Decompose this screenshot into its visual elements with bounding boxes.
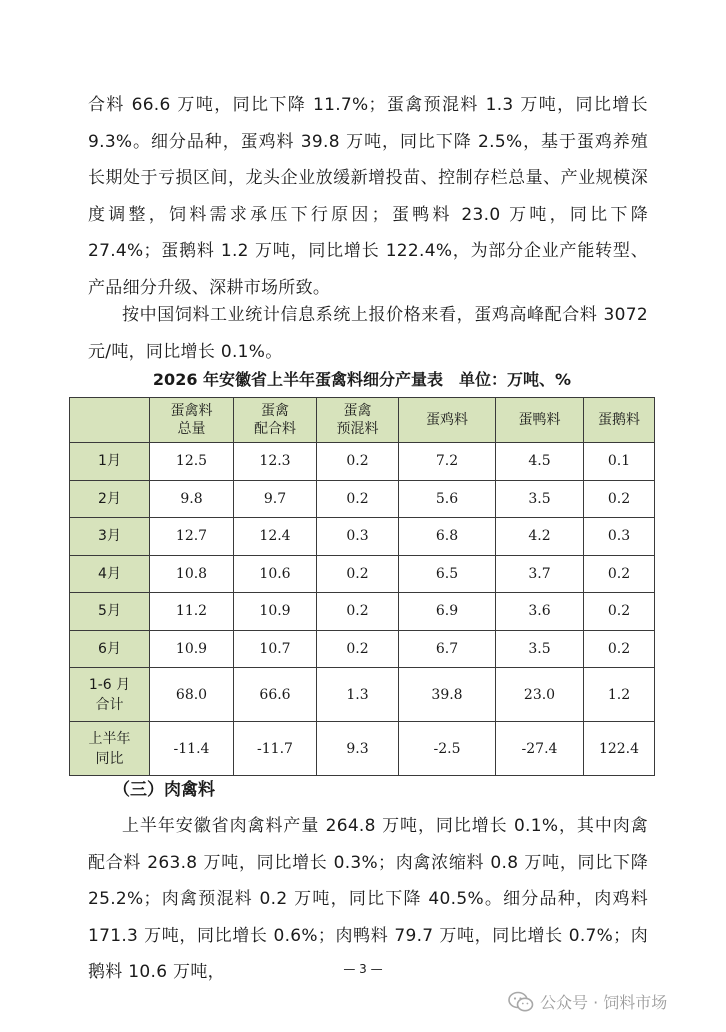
table-cell: 7.2	[399, 443, 496, 481]
table-cell: 12.3	[234, 443, 317, 481]
row-header	[70, 722, 150, 776]
table-cell: 0.3	[317, 518, 399, 556]
row-label-line1: 5月	[98, 603, 121, 620]
table-cell: 12.5	[150, 443, 234, 481]
row-label-line1: 2月	[98, 490, 121, 507]
table-title: 2026 年安徽省上半年蛋禽料细分产量表 单位：万吨、%	[152, 370, 572, 389]
row-label-line1: 上半年	[88, 730, 131, 747]
row-label-line1: 4月	[98, 565, 121, 582]
table-cell: 66.6	[234, 668, 317, 722]
table-row	[70, 593, 655, 631]
table-cell: 0.2	[317, 593, 399, 631]
table-cell: 0.2	[584, 593, 655, 631]
column-header-line1: 蛋鸭料	[518, 412, 561, 428]
wechat-icon	[508, 991, 534, 1013]
column-header	[317, 398, 399, 443]
paragraph-meat-feed: 上半年安徽省肉禽料产量 264.8 万吨，同比增长 0.1%，其中肉禽配合料 263.8 万吨，同比增长 0.3%；肉禽浓缩料 0.8 万吨，同比下降 25.2%；肉禽预混料 0.2 万吨，同比下降 40.5%。细分品种，肉鸡料 171.3 万吨，同比增长 0.6%；肉鸭料 79.7 万吨，同比增长 0.7%；肉鹅料 10.6 万吨，	[88, 816, 648, 983]
table-cell: 10.8	[150, 555, 234, 593]
table-cell: 12.7	[150, 518, 234, 556]
column-header-line1: 蛋鹅料	[598, 412, 640, 428]
table-cell: 9.7	[234, 480, 317, 518]
table-cell: 6.9	[399, 593, 496, 631]
table-cell: 0.2	[317, 443, 399, 481]
table-cell: 9.8	[150, 480, 234, 518]
table-cell: -2.5	[399, 722, 496, 776]
table-cell: 0.2	[584, 480, 655, 518]
column-header-line2: 总量	[177, 421, 206, 437]
table-cell: 11.2	[150, 593, 234, 631]
watermark	[508, 990, 667, 1013]
table-cell: 0.2	[317, 480, 399, 518]
column-header-line1: 蛋禽	[343, 403, 372, 419]
table-cell: 12.4	[234, 518, 317, 556]
table-cell: -11.7	[234, 722, 317, 776]
header-corner	[70, 398, 150, 443]
table-row	[70, 443, 655, 481]
row-label-line2: 同比	[95, 750, 124, 767]
page-number: — 3 —	[343, 962, 383, 976]
row-label-line1: 1月	[98, 453, 121, 470]
row-header	[70, 630, 150, 668]
row-header	[70, 443, 150, 481]
table-row	[70, 668, 655, 722]
table-row	[70, 630, 655, 668]
column-header-line2: 预混料	[336, 421, 379, 437]
table-cell: 23.0	[496, 668, 584, 722]
table-row	[70, 722, 655, 776]
table-cell: 4.2	[496, 518, 584, 556]
table-cell: 3.7	[496, 555, 584, 593]
table-cell: 10.6	[234, 555, 317, 593]
column-header	[584, 398, 655, 443]
table-cell: 3.5	[496, 630, 584, 668]
column-header	[399, 398, 496, 443]
row-label-line1: 3月	[98, 528, 121, 545]
table-row	[70, 555, 655, 593]
watermark-text: 公众号 · 饲料市场	[540, 993, 668, 1012]
table-cell: 0.2	[584, 555, 655, 593]
column-header-line2: 配合料	[254, 421, 296, 437]
table-cell: 0.2	[317, 630, 399, 668]
table-cell: 1.3	[317, 668, 399, 722]
row-label-line1: 1-6 月	[88, 676, 131, 693]
row-label-line1: 6月	[98, 640, 121, 657]
table-cell: 0.2	[584, 630, 655, 668]
table-cell: -27.4	[496, 722, 584, 776]
table-cell: 1.2	[584, 668, 655, 722]
table-header-row	[70, 398, 655, 443]
row-header	[70, 668, 150, 722]
table-row	[70, 480, 655, 518]
table-cell: 122.4	[584, 722, 655, 776]
table-cell: 4.5	[496, 443, 584, 481]
table-cell: -11.4	[150, 722, 234, 776]
column-header	[496, 398, 584, 443]
table-cell: 9.3	[317, 722, 399, 776]
table-cell: 10.9	[150, 630, 234, 668]
column-header-line1: 蛋鸡料	[426, 412, 468, 428]
table-cell: 5.6	[399, 480, 496, 518]
column-header	[150, 398, 234, 443]
table-cell: 10.7	[234, 630, 317, 668]
table-row	[70, 518, 655, 556]
column-header-line1: 蛋禽	[261, 403, 289, 419]
row-header	[70, 593, 150, 631]
column-header	[234, 398, 317, 443]
row-header	[70, 518, 150, 556]
table-cell: 10.9	[234, 593, 317, 631]
section-heading: （三）肉禽料	[113, 780, 215, 800]
table-cell: 6.7	[399, 630, 496, 668]
table-cell: 0.3	[584, 518, 655, 556]
paragraph-price: 按中国饲料工业统计信息系统上报价格来看，蛋鸡高峰配合料 3072 元/吨，同比增长 0.1%。	[88, 305, 648, 362]
column-header-line1: 蛋禽料	[170, 403, 213, 419]
table-cell: 0.1	[584, 443, 655, 481]
table-cell: 68.0	[150, 668, 234, 722]
table-cell: 0.2	[317, 555, 399, 593]
table-cell: 6.5	[399, 555, 496, 593]
table-cell: 39.8	[399, 668, 496, 722]
row-label-line2: 合计	[95, 696, 124, 713]
table-cell: 3.6	[496, 593, 584, 631]
row-header	[70, 480, 150, 518]
table-cell: 3.5	[496, 480, 584, 518]
row-header	[70, 555, 150, 593]
paragraph-egg-feed-detail: 合料 66.6 万吨，同比下降 11.7%；蛋禽预混料 1.3 万吨，同比增长 9.3%。细分品种，蛋鸡料 39.8 万吨，同比下降 2.5%，基于蛋鸡养殖长期处于亏损区间，龙头企业放缓新增投苗、控制存栏总量、产业规模深度调整，饲料需求承压下行原因；蛋鸭料 23.0 万吨，同比下降 27.4%；蛋鹅料 1.2 万吨，同比增长 122.4%，为部分企业产能转型、产品细分升级、深耕市场所致。	[88, 95, 648, 298]
table-cell: 6.8	[399, 518, 496, 556]
egg-feed-table	[69, 397, 655, 776]
